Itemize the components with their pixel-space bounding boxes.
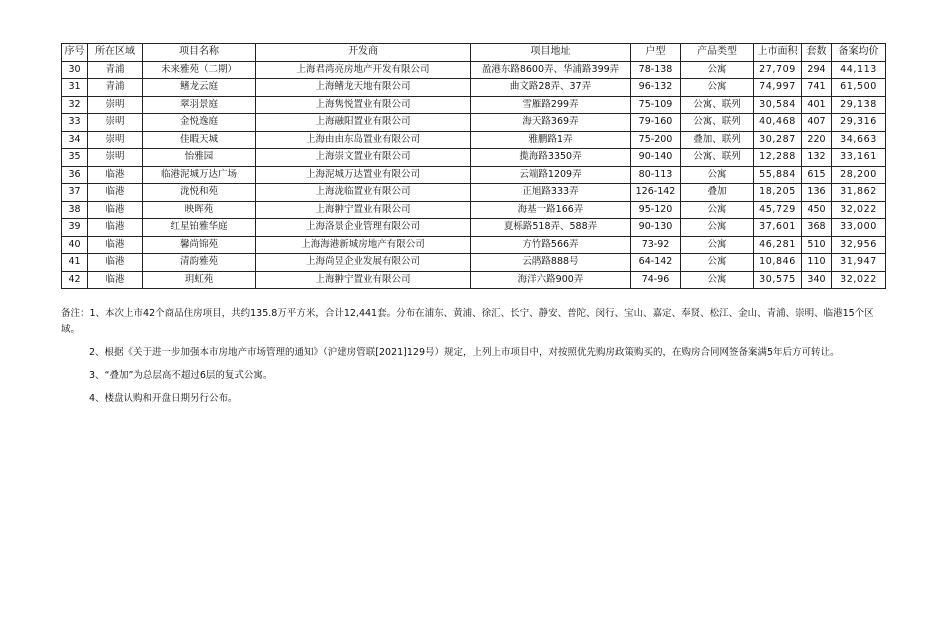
- cell-developer: 上海翀宁置业有限公司: [256, 271, 471, 289]
- cell-seq: 36: [62, 166, 88, 184]
- cell-address: 海天路369弄: [471, 114, 631, 132]
- cell-avg-price: 28,200: [832, 166, 886, 184]
- table-row: [62, 201, 886, 219]
- cell-unit-size: 80-113: [631, 166, 681, 184]
- table-row: [62, 166, 886, 184]
- cell-developer: 上海海港新城房地产有限公司: [256, 236, 471, 254]
- cell-avg-price: 32,022: [832, 271, 886, 289]
- note-1: 备注：1、本次上市42个商品住房项目，共约135.8万平方米，合计12,441套。分布在浦东、黄浦、徐汇、长宁、静安、普陀、闵行、宝山、嘉定、奉贤、松江、金山、青浦、崇明、临港15个区域。: [61, 308, 874, 335]
- cell-project-name: 未来雅苑（二期）: [143, 61, 256, 79]
- cell-seq: 37: [62, 184, 88, 202]
- cell-avg-price: 32,022: [832, 201, 886, 219]
- cell-avg-price: 31,947: [832, 254, 886, 272]
- cell-units: 220: [802, 131, 832, 149]
- cell-area: 30,287: [754, 131, 802, 149]
- cell-district: 崇明: [88, 114, 143, 132]
- cell-seq: 38: [62, 201, 88, 219]
- table-row: [62, 219, 886, 237]
- cell-address: 曲文路28弄、37弄: [471, 79, 631, 97]
- cell-area: 10,846: [754, 254, 802, 272]
- cell-district: 临港: [88, 236, 143, 254]
- cell-units: 340: [802, 271, 832, 289]
- cell-area: 18,205: [754, 184, 802, 202]
- cell-project-name: 红星铂雅华庭: [143, 219, 256, 237]
- cell-product-type: 公寓: [681, 166, 754, 184]
- cell-avg-price: 29,316: [832, 114, 886, 132]
- header-area: 上市面积: [754, 44, 802, 62]
- cell-seq: 33: [62, 114, 88, 132]
- table-row: [62, 254, 886, 272]
- cell-developer: 上海君湾亮房地产开发有限公司: [256, 61, 471, 79]
- cell-product-type: 叠加、联列: [681, 131, 754, 149]
- header-district: 所在区域: [88, 44, 143, 62]
- cell-district: 青浦: [88, 79, 143, 97]
- cell-address: 海洋六路900弄: [471, 271, 631, 289]
- cell-seq: 30: [62, 61, 88, 79]
- cell-area: 40,468: [754, 114, 802, 132]
- cell-product-type: 公寓、联列: [681, 96, 754, 114]
- cell-units: 132: [802, 149, 832, 167]
- header-address: 项目地址: [471, 44, 631, 62]
- cell-avg-price: 33,161: [832, 149, 886, 167]
- cell-area: 55,884: [754, 166, 802, 184]
- header-unit-size: 户型: [631, 44, 681, 62]
- cell-unit-size: 75-200: [631, 131, 681, 149]
- cell-project-name: 怡雅园: [143, 149, 256, 167]
- cell-project-name: 映晖苑: [143, 201, 256, 219]
- cell-developer: 上海崇文置业有限公司: [256, 149, 471, 167]
- table-row: [62, 149, 886, 167]
- cell-address: 海基一路166弄: [471, 201, 631, 219]
- cell-unit-size: 90-140: [631, 149, 681, 167]
- cell-area: 74,997: [754, 79, 802, 97]
- housing-listing-table: [61, 43, 886, 289]
- cell-district: 崇明: [88, 149, 143, 167]
- cell-address: 盈港东路8600弄、华浦路399弄: [471, 61, 631, 79]
- note-2: 2、根据《关于进一步加强本市房地产市场管理的通知》（沪建房管联[2021]129号）规定，上列上市项目中，对按照优先购房政策购买的，在购房合同网签备案满5年后方可转让。: [89, 347, 840, 358]
- header-avg-price: 备案均价: [832, 44, 886, 62]
- cell-district: 临港: [88, 201, 143, 219]
- cell-seq: 34: [62, 131, 88, 149]
- cell-product-type: 公寓: [681, 79, 754, 97]
- cell-area: 12,288: [754, 149, 802, 167]
- cell-unit-size: 73-92: [631, 236, 681, 254]
- cell-seq: 39: [62, 219, 88, 237]
- cell-district: 临港: [88, 184, 143, 202]
- cell-units: 615: [802, 166, 832, 184]
- cell-seq: 31: [62, 79, 88, 97]
- cell-project-name: 佳暇天城: [143, 131, 256, 149]
- cell-product-type: 公寓: [681, 61, 754, 79]
- note-4: 4、楼盘认购和开盘日期另行公布。: [89, 393, 238, 404]
- cell-address: 雪雁路299弄: [471, 96, 631, 114]
- table-row: [62, 61, 886, 79]
- cell-district: 崇明: [88, 131, 143, 149]
- cell-product-type: 公寓、联列: [681, 114, 754, 132]
- cell-product-type: 公寓: [681, 254, 754, 272]
- cell-developer: 上海由由东岛置业有限公司: [256, 131, 471, 149]
- cell-units: 401: [802, 96, 832, 114]
- table-row: [62, 114, 886, 132]
- cell-unit-size: 96-132: [631, 79, 681, 97]
- cell-area: 27,709: [754, 61, 802, 79]
- cell-project-name: 翠羽景庭: [143, 96, 256, 114]
- cell-district: 临港: [88, 271, 143, 289]
- cell-address: 夏栎路518弄、588弄: [471, 219, 631, 237]
- cell-unit-size: 75-109: [631, 96, 681, 114]
- cell-seq: 32: [62, 96, 88, 114]
- cell-project-name: 泷悦和苑: [143, 184, 256, 202]
- cell-avg-price: 31,862: [832, 184, 886, 202]
- header-product-type: 产品类型: [681, 44, 754, 62]
- cell-district: 临港: [88, 254, 143, 272]
- cell-units: 407: [802, 114, 832, 132]
- cell-project-name: 馨尚锦苑: [143, 236, 256, 254]
- cell-developer: 上海融阳置业有限公司: [256, 114, 471, 132]
- cell-project-name: 清韵雅苑: [143, 254, 256, 272]
- table-row: [62, 236, 886, 254]
- cell-unit-size: 126-142: [631, 184, 681, 202]
- cell-seq: 42: [62, 271, 88, 289]
- cell-avg-price: 44,113: [832, 61, 886, 79]
- cell-area: 46,281: [754, 236, 802, 254]
- table-row: [62, 79, 886, 97]
- cell-avg-price: 29,138: [832, 96, 886, 114]
- cell-units: 110: [802, 254, 832, 272]
- cell-address: 正旭路333弄: [471, 184, 631, 202]
- cell-product-type: 公寓: [681, 271, 754, 289]
- cell-project-name: 金悦逸庭: [143, 114, 256, 132]
- cell-project-name: 鳍龙云庭: [143, 79, 256, 97]
- cell-unit-size: 64-142: [631, 254, 681, 272]
- cell-developer: 上海洛景企业管理有限公司: [256, 219, 471, 237]
- cell-developer: 上海泥城万达置业有限公司: [256, 166, 471, 184]
- cell-units: 741: [802, 79, 832, 97]
- cell-avg-price: 34,663: [832, 131, 886, 149]
- cell-product-type: 公寓: [681, 201, 754, 219]
- cell-area: 45,729: [754, 201, 802, 219]
- cell-developer: 上海隽悦置业有限公司: [256, 96, 471, 114]
- cell-project-name: 玥虹苑: [143, 271, 256, 289]
- cell-units: 294: [802, 61, 832, 79]
- cell-address: 云鹃路888号: [471, 254, 631, 272]
- cell-unit-size: 79-160: [631, 114, 681, 132]
- cell-product-type: 公寓: [681, 219, 754, 237]
- cell-address: 云端路1209弄: [471, 166, 631, 184]
- cell-area: 30,584: [754, 96, 802, 114]
- cell-unit-size: 90-130: [631, 219, 681, 237]
- table-row: [62, 271, 886, 289]
- cell-district: 临港: [88, 166, 143, 184]
- cell-seq: 41: [62, 254, 88, 272]
- header-seq: 序号: [62, 44, 88, 62]
- cell-unit-size: 95-120: [631, 201, 681, 219]
- cell-units: 368: [802, 219, 832, 237]
- cell-developer: 上海泷临置业有限公司: [256, 184, 471, 202]
- header-units: 套数: [802, 44, 832, 62]
- cell-units: 450: [802, 201, 832, 219]
- table-row: [62, 96, 886, 114]
- cell-avg-price: 61,500: [832, 79, 886, 97]
- cell-avg-price: 32,956: [832, 236, 886, 254]
- cell-area: 30,575: [754, 271, 802, 289]
- cell-product-type: 叠加: [681, 184, 754, 202]
- cell-unit-size: 78-138: [631, 61, 681, 79]
- cell-address: 雅鹏路1弄: [471, 131, 631, 149]
- cell-units: 136: [802, 184, 832, 202]
- notes-section: [61, 306, 881, 414]
- cell-developer: 上海翀宁置业有限公司: [256, 201, 471, 219]
- cell-product-type: 公寓: [681, 236, 754, 254]
- cell-developer: 上海鳍龙天地有限公司: [256, 79, 471, 97]
- cell-district: 崇明: [88, 96, 143, 114]
- cell-seq: 35: [62, 149, 88, 167]
- cell-address: 方竹路566弄: [471, 236, 631, 254]
- header-project-name: 项目名称: [143, 44, 256, 62]
- cell-district: 青浦: [88, 61, 143, 79]
- cell-district: 临港: [88, 219, 143, 237]
- table-header-row: [62, 44, 886, 62]
- table-row: [62, 131, 886, 149]
- cell-area: 37,601: [754, 219, 802, 237]
- cell-address: 揽海路3350弄: [471, 149, 631, 167]
- cell-developer: 上海尚昱企业发展有限公司: [256, 254, 471, 272]
- note-3: 3、“叠加”为总层高不超过6层的复式公寓。: [89, 370, 273, 381]
- cell-units: 510: [802, 236, 832, 254]
- cell-seq: 40: [62, 236, 88, 254]
- cell-project-name: 临港泥城万达广场: [143, 166, 256, 184]
- header-developer: 开发商: [256, 44, 471, 62]
- cell-product-type: 公寓、联列: [681, 149, 754, 167]
- cell-avg-price: 33,000: [832, 219, 886, 237]
- cell-unit-size: 74-96: [631, 271, 681, 289]
- table-row: [62, 184, 886, 202]
